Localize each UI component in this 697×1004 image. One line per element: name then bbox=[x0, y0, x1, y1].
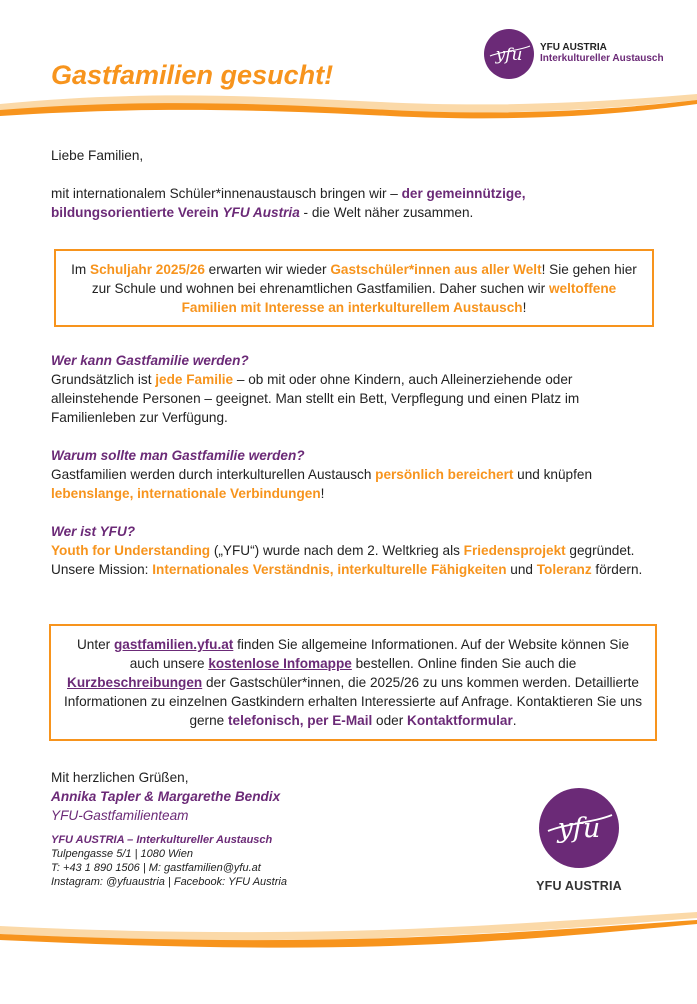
intro-paragraph bbox=[51, 184, 651, 222]
section-highlight: persönlich bereichert bbox=[375, 467, 514, 482]
signature-team: YFU-Gastfamilienteam bbox=[51, 808, 189, 823]
page-title: Gastfamilien gesucht! bbox=[51, 60, 334, 90]
contact-block bbox=[51, 833, 391, 889]
section-text: („YFU“) wurde nach dem 2. Weltkrieg als bbox=[210, 543, 464, 558]
logo-mark-text: yfu bbox=[557, 813, 601, 844]
section-about-yfu bbox=[51, 522, 651, 579]
section-highlight: Friedensprojekt bbox=[463, 543, 566, 558]
website-link[interactable]: gastfamilien.yfu.at bbox=[113, 637, 234, 652]
closing: Mit herzlichen Grüßen, bbox=[51, 770, 189, 785]
logo-caption: YFU AUSTRIA bbox=[536, 879, 622, 893]
box1-text: Im bbox=[71, 262, 91, 277]
section-highlight: Toleranz bbox=[536, 562, 592, 577]
box2-text: oder bbox=[372, 713, 408, 728]
top-wave-decoration bbox=[0, 88, 697, 128]
contact-form-label: Kontaktformular bbox=[407, 713, 513, 728]
box1-students: Gastschüler*innen aus aller Welt bbox=[330, 262, 542, 277]
logo-line2: Interkultureller Austausch bbox=[540, 53, 664, 64]
box2-text: finden Sie allgemeine Informationen. Auf der Website können Sie auch unsere bbox=[129, 637, 630, 671]
section-why bbox=[51, 446, 651, 503]
info-box-school-year bbox=[54, 249, 654, 327]
intro-highlight: der gemeinnützige, bildungsorientierte Verein bbox=[51, 186, 526, 220]
yfu-logo-footer bbox=[534, 788, 624, 896]
contact-address: Tulpengasse 5/1 | 1080 Wien bbox=[51, 848, 193, 860]
section-text: Grundsätzlich ist bbox=[51, 372, 156, 387]
box1-text: erwarten wir wieder bbox=[204, 262, 331, 277]
info-box-website bbox=[49, 624, 657, 741]
box2-text: der Gastschüler*innen, die 2025/26 zu uns kommen werden. Detaillierte Informationen zu einzelnen Gastkindern erhalten Interessierte auf Anfrage. Kontaktieren Sie uns gerne bbox=[63, 675, 643, 728]
intro-yfu: YFU Austria bbox=[222, 205, 300, 220]
section-heading: Warum sollte man Gastfamilie werden? bbox=[51, 448, 305, 463]
box2-text: Unter bbox=[76, 637, 114, 652]
yfu-logo-header bbox=[484, 29, 664, 84]
contact-methods: telefonisch, per E-Mail bbox=[227, 713, 373, 728]
section-text: ! bbox=[320, 486, 325, 501]
section-highlight: Youth for Understanding bbox=[51, 543, 211, 558]
section-text: fördern. bbox=[591, 562, 643, 577]
section-text: – ob mit oder ohne Kindern, auch Alleinerziehende oder alleinstehende Personen – geeignet. Man stellt ein Bett, Verpflegung und einen Platz im Familienleben zur Verfügung. bbox=[51, 372, 580, 425]
box1-families: weltoffene Familien mit Interesse an interkulturellem Austausch bbox=[181, 281, 617, 315]
contact-phone-mail: T: +43 1 890 1506 | M: gastfamilien@yfu.at bbox=[51, 862, 261, 874]
contact-org: YFU AUSTRIA – Interkultureller Austausch bbox=[51, 834, 273, 846]
section-text: und bbox=[506, 562, 537, 577]
section-text: Gastfamilien werden durch interkulturellen Austausch bbox=[51, 467, 376, 482]
bottom-wave-decoration bbox=[0, 904, 697, 954]
intro-text: mit internationalem Schüler*innenaustausch bringen wir – bbox=[51, 186, 402, 201]
box1-school-year: Schuljahr 2025/26 bbox=[90, 262, 205, 277]
contact-social: Instagram: @yfuaustria | Facebook: YFU Austria bbox=[51, 876, 287, 888]
logo-mark-text: yfu bbox=[495, 45, 523, 65]
section-highlight: lebenslange, internationale Verbindungen bbox=[51, 486, 321, 501]
yfu-logo-icon bbox=[539, 788, 619, 868]
section-highlight: jede Familie bbox=[155, 372, 234, 387]
signature-names: Annika Tapler & Margarethe Bendix bbox=[51, 789, 281, 804]
signature bbox=[51, 768, 371, 825]
section-highlight: Internationales Verständnis, interkulturelle Fähigkeiten bbox=[152, 562, 507, 577]
section-text: gegründet. Unsere Mission: bbox=[51, 543, 635, 577]
box2-text: bestellen. Online finden Sie auch die bbox=[351, 656, 577, 671]
infomappe-link[interactable]: kostenlose Infomappe bbox=[208, 656, 352, 671]
section-who bbox=[51, 351, 651, 427]
box1-text: ! bbox=[522, 300, 527, 315]
intro-text-end: - die Welt näher zusammen. bbox=[299, 205, 474, 220]
section-heading: Wer kann Gastfamilie werden? bbox=[51, 353, 249, 368]
section-heading: Wer ist YFU? bbox=[51, 524, 136, 539]
box2-text: . bbox=[512, 713, 517, 728]
section-text: und knüpfen bbox=[513, 467, 593, 482]
yfu-logo-icon bbox=[484, 29, 534, 79]
greeting: Liebe Familien, bbox=[51, 148, 144, 163]
kurzbeschreibungen-link[interactable]: Kurzbeschreibungen bbox=[67, 675, 203, 690]
box1-text: ! Sie gehen hier zur Schule und wohnen bei ehrenamtlichen Gastfamilien. Daher suchen wir bbox=[91, 262, 637, 296]
logo-line1: YFU AUSTRIA bbox=[540, 42, 607, 53]
